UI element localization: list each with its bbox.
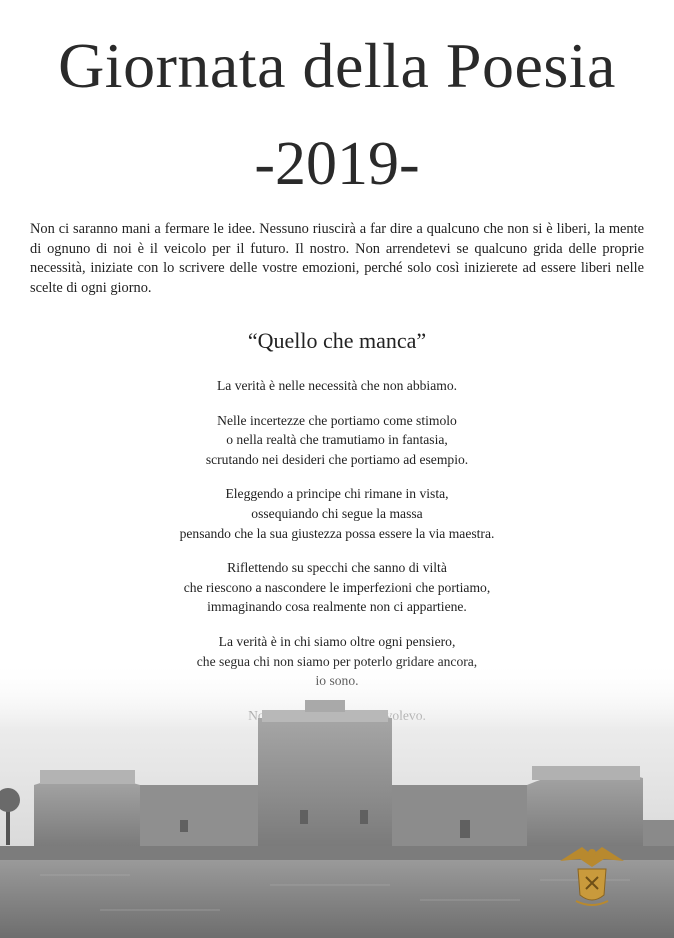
- water: [0, 860, 674, 938]
- poem-stanza-3: [0, 484, 674, 543]
- poem-stanza-2: [0, 411, 674, 470]
- poem-line: Eleggendo a principe chi rimane in vista,: [225, 486, 449, 502]
- poem-line: ossequiando chi segue la massa: [251, 505, 423, 521]
- poem-line: scrutando nei desideri che portiamo ad esempio.: [205, 451, 469, 467]
- poem-line: Nelle incertezze che portiamo come stimolo: [217, 412, 457, 428]
- intro-paragraph: [30, 220, 644, 298]
- poem-line: La verità è in chi siamo oltre ogni pensiero,: [218, 633, 456, 649]
- year-heading: -2019-: [254, 130, 420, 198]
- poem-line: che riescono a nascondere le imperfezioni che portiamo,: [183, 579, 491, 595]
- poem-line: La verità è nelle necessità che non abbiamo.: [216, 378, 458, 393]
- poem-title: “Quello che manca”: [247, 328, 427, 353]
- poem-line: immaginando cosa realmente non ci appartiene.: [207, 599, 467, 615]
- intro-text: Non ci saranno mani a fermare le idee. Nessuno riuscirà a far dire a qualcuno che non si è liberi, la mente di ognuno di noi è il veicolo per il futuro. Il nostro. Non arrendetevi se qualcuno grida delle proprie necessità, iniziate con lo scrivere delle vostre emozioni, perché solo così inizierete ad essere liberi nelle scelte di ogni giorno.: [30, 221, 644, 296]
- poem-line: o nella realtà che tramutiamo in fantasia,: [226, 432, 448, 448]
- poem-line: Riflettendo su specchi che sanno di viltà: [227, 560, 447, 576]
- poem-stanza-1: [0, 376, 674, 396]
- poem-stanza-4: [0, 558, 674, 617]
- page-title: Giornata della Poesia: [58, 30, 616, 101]
- poem-line: pensando che la sua giustezza possa essere la via maestra.: [179, 525, 495, 541]
- castle-photo: [0, 660, 674, 938]
